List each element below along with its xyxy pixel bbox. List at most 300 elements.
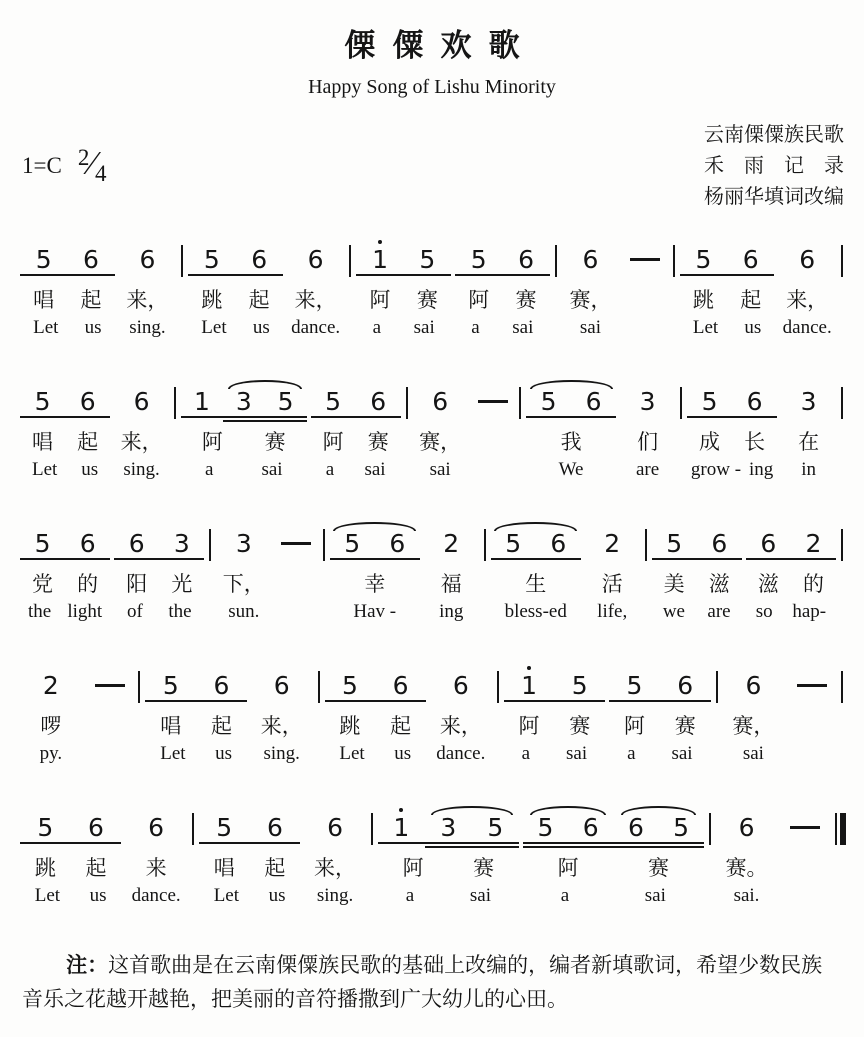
- note-digit: 6: [273, 671, 290, 701]
- notes-row: [216, 523, 271, 565]
- note: [393, 813, 410, 843]
- en-lyrics-row: [199, 885, 300, 911]
- note: [604, 529, 621, 559]
- cn-lyrics-row: [585, 565, 640, 601]
- note: [627, 813, 644, 843]
- cn-lyric: 的: [802, 572, 824, 597]
- en-lyric: sai.: [733, 885, 760, 907]
- note-unit: [583, 523, 642, 627]
- score-system: [18, 807, 846, 911]
- beam-line: [652, 558, 742, 560]
- note: [325, 387, 342, 417]
- cn-lyric: 起: [264, 856, 286, 881]
- notes-row: [330, 523, 420, 565]
- note-unit: [524, 381, 618, 485]
- note-unit: [428, 665, 494, 769]
- en-lyric: in: [801, 459, 816, 481]
- cn-lyric: 阿: [201, 430, 223, 455]
- note-digit: 1: [393, 813, 410, 843]
- en-lyrics-row: [188, 317, 283, 343]
- note: [805, 529, 822, 559]
- notes-row: [778, 239, 836, 281]
- en-lyrics-row: [455, 317, 550, 343]
- en-lyrics-row: [251, 743, 313, 769]
- en-lyric: hap-: [792, 601, 827, 623]
- barline: [841, 387, 843, 419]
- notes-row: [20, 239, 115, 281]
- en-lyric: py.: [39, 743, 63, 765]
- en-lyric: us: [744, 317, 762, 339]
- en-lyrics-row: [413, 459, 468, 485]
- cn-lyric: 幸: [364, 572, 386, 597]
- note-unit: [560, 239, 622, 343]
- en-lyric: a: [325, 459, 335, 481]
- cn-lyrics-row: [687, 423, 777, 459]
- cn-lyrics-row: [562, 281, 620, 317]
- note: [139, 245, 156, 275]
- note: [307, 245, 324, 275]
- barline: [138, 671, 140, 703]
- note: [88, 813, 104, 843]
- cn-lyric: 起: [211, 714, 232, 739]
- cn-lyric: 阿: [623, 714, 645, 739]
- note: [742, 245, 759, 275]
- cn-lyric: 福: [440, 572, 462, 597]
- beam-line: [526, 416, 616, 418]
- barline: [406, 387, 408, 419]
- note-unit: [744, 523, 838, 627]
- note: [327, 813, 343, 843]
- note: [582, 813, 599, 843]
- note: [148, 813, 165, 843]
- en-lyric: dance.: [291, 317, 341, 339]
- note-unit: [302, 807, 368, 911]
- note: [370, 387, 387, 417]
- en-lyric: sai: [566, 743, 588, 765]
- cn-lyrics-row: [311, 423, 401, 459]
- notes-row: [413, 381, 468, 423]
- cn-lyrics-row: [523, 849, 704, 885]
- cn-lyrics-row: [125, 849, 187, 885]
- notes-row: [20, 381, 110, 423]
- en-lyrics-row: [181, 459, 307, 485]
- en-lyric: the: [168, 601, 192, 623]
- en-lyrics-row: [114, 601, 204, 627]
- note-digit: 5: [203, 245, 220, 275]
- notes-row: [181, 381, 307, 423]
- barline: [680, 387, 682, 419]
- cn-lyric: 赛: [367, 430, 389, 455]
- note: [585, 387, 602, 417]
- en-lyric: sai: [429, 459, 451, 481]
- notes-row: [424, 523, 479, 565]
- note: [34, 387, 51, 417]
- beam-line: [491, 558, 581, 560]
- en-lyric: sai: [413, 317, 435, 339]
- en-lyrics-row: [585, 601, 640, 627]
- beam-line: [680, 274, 775, 276]
- en-lyric: ing: [748, 459, 774, 481]
- note-digit: 6: [79, 387, 96, 417]
- duration-dash: [790, 826, 820, 829]
- barline: [484, 529, 486, 561]
- cn-lyric: 来: [145, 856, 167, 881]
- en-lyrics-row: [623, 317, 668, 343]
- notes-row: [287, 239, 345, 281]
- beam-line: [188, 274, 283, 276]
- cn-lyric: 党: [32, 572, 54, 597]
- en-lyric: so: [755, 601, 773, 623]
- note-digit: 5: [701, 387, 718, 417]
- cn-lyrics-row: [455, 281, 550, 317]
- note-unit: [354, 239, 453, 343]
- note-digit: 6: [742, 245, 759, 275]
- beam-line: [455, 274, 550, 276]
- en-lyric: a: [471, 317, 480, 339]
- en-lyric: us: [394, 743, 412, 765]
- cn-lyrics-row: [199, 849, 300, 885]
- note-digit: 5: [666, 529, 683, 559]
- cn-lyrics-row: [181, 423, 307, 459]
- cn-lyric: 我: [560, 430, 582, 455]
- note-digit: 6: [760, 529, 777, 559]
- note: [133, 387, 150, 417]
- cn-lyrics-row: [145, 707, 246, 743]
- cn-lyric: 起: [740, 288, 762, 313]
- note-digit: 5: [34, 529, 51, 559]
- en-lyrics-row: [20, 459, 110, 485]
- note-digit: 6: [550, 529, 567, 559]
- note-digit: 6: [389, 529, 406, 559]
- song-title-en: Happy Song of Lishu Minority: [308, 76, 556, 99]
- barline: [841, 245, 843, 277]
- en-lyrics-row: [723, 743, 785, 769]
- en-lyrics-row: [20, 317, 115, 343]
- note-digit: 6: [799, 245, 816, 275]
- note-unit: [117, 239, 179, 343]
- notes-row: [119, 239, 177, 281]
- duration-dash: [281, 542, 311, 545]
- cn-lyrics-row: [526, 423, 616, 459]
- note: [673, 813, 690, 843]
- beam-line: [181, 416, 307, 418]
- notes-row: [311, 381, 401, 423]
- cn-lyrics-row: [287, 281, 345, 317]
- cn-lyrics-row: [504, 707, 605, 743]
- en-lyric: bless-ed: [504, 601, 567, 623]
- beam-line: [325, 700, 426, 702]
- note-digit: 5: [626, 671, 643, 701]
- note-digit: 6: [746, 387, 763, 417]
- note: [216, 813, 233, 843]
- en-lyrics-row: [652, 601, 742, 627]
- en-lyric: Let: [201, 317, 227, 339]
- en-lyric: us: [81, 459, 99, 481]
- note-unit: [714, 807, 780, 911]
- cn-lyrics-row: [114, 423, 169, 459]
- en-lyrics-row: [430, 743, 492, 769]
- beam-line: [20, 842, 121, 844]
- cn-lyric: 起: [80, 288, 102, 313]
- note-unit: [18, 807, 123, 911]
- en-lyrics-row: [526, 459, 616, 485]
- notes-row: [356, 239, 451, 281]
- note: [389, 529, 406, 559]
- footnote-label: 注：: [66, 953, 109, 978]
- en-lyrics-row: [609, 743, 710, 769]
- en-lyrics-row: [275, 601, 317, 627]
- cn-lyrics-row: [304, 849, 366, 885]
- notes-row: [472, 381, 514, 423]
- en-lyric: sai: [644, 885, 666, 907]
- high-octave-dot: [378, 240, 382, 244]
- cn-lyric: 美: [663, 572, 685, 597]
- note-digit: 6: [711, 529, 728, 559]
- en-lyrics-row: [746, 601, 836, 627]
- note-digit: 6: [392, 671, 409, 701]
- footnote: [18, 949, 846, 1016]
- cn-lyric: 起: [85, 856, 107, 881]
- cn-lyric: 下，: [222, 572, 265, 597]
- en-lyrics-row: [114, 459, 169, 485]
- cn-lyrics-row: [652, 565, 742, 601]
- notes-row: [20, 807, 121, 849]
- note-digit: 6: [148, 813, 165, 843]
- note-digit: 6: [582, 813, 599, 843]
- cn-lyric: 赛，: [732, 714, 775, 739]
- cn-lyrics-row: [623, 281, 668, 317]
- note: [701, 387, 718, 417]
- note-unit: [502, 665, 607, 769]
- en-lyric: a: [372, 317, 382, 339]
- en-lyrics-row: [304, 885, 366, 911]
- en-lyric: dance.: [782, 317, 832, 339]
- note-digit: 5: [537, 813, 554, 843]
- note: [79, 387, 96, 417]
- en-lyrics-row: [145, 743, 246, 769]
- note-digit: 2: [443, 529, 460, 559]
- en-lyric: of: [126, 601, 143, 623]
- cn-lyric: 长: [744, 430, 766, 455]
- en-lyric: Let: [160, 743, 186, 765]
- note-unit: [18, 665, 84, 769]
- note-digit: 6: [83, 245, 99, 275]
- beam-line: [523, 842, 704, 844]
- notes-row: [504, 665, 605, 707]
- note-digit: 3: [800, 387, 817, 417]
- note: [266, 813, 283, 843]
- barline: [841, 671, 843, 703]
- note-unit: [618, 381, 677, 485]
- dash-unit: [779, 807, 831, 911]
- en-lyric: us: [268, 885, 286, 907]
- note-digit: 6: [307, 245, 324, 275]
- final-barline: [835, 813, 846, 845]
- en-lyric: dance.: [436, 743, 486, 765]
- en-lyric: sai: [469, 885, 492, 907]
- en-lyric: a: [627, 743, 636, 765]
- cn-lyric: 滋: [708, 572, 730, 597]
- cn-lyric: 赛，: [569, 288, 612, 313]
- note-digit: 1: [193, 387, 210, 417]
- en-lyric: Let: [692, 317, 719, 339]
- cn-lyric: 阿: [402, 856, 424, 881]
- note-unit: [18, 523, 112, 627]
- note-digit: 1: [521, 671, 537, 701]
- cn-lyric: 来，: [126, 288, 169, 313]
- duration-dash: [478, 400, 508, 403]
- cn-lyric: 来，: [260, 714, 303, 739]
- footnote-text: 这首歌曲是在云南傈僳族民歌的基础上改编的，编者新填歌词，希望少数民族音乐之花越开越艳，把美丽的音符播撒到广大幼儿的心田。: [22, 953, 823, 1011]
- credit-source: 云南傈僳族民歌: [704, 124, 844, 147]
- cn-lyrics-row: [723, 707, 785, 743]
- en-lyrics-row: [778, 317, 836, 343]
- cn-lyric: 赛: [674, 714, 696, 739]
- notes-row: [251, 665, 313, 707]
- cn-lyrics-row: [491, 565, 581, 601]
- note-digit: 6: [370, 387, 387, 417]
- notes-row: [562, 239, 620, 281]
- note: [571, 671, 588, 701]
- notes-row: [430, 665, 492, 707]
- note: [677, 671, 694, 701]
- barline: [349, 245, 351, 277]
- high-octave-dot: [399, 808, 403, 812]
- credit-transcriber: 禾 雨 记 录: [704, 155, 844, 178]
- note-digit: 5: [695, 245, 712, 275]
- en-lyrics-row: [472, 459, 514, 485]
- en-lyric: sing.: [316, 885, 354, 907]
- cn-lyrics-row: [781, 423, 836, 459]
- note: [235, 529, 252, 559]
- cn-lyric: 赛: [473, 856, 495, 881]
- en-lyric: grow -: [690, 459, 742, 481]
- en-lyric: a: [205, 459, 214, 481]
- note: [344, 529, 361, 559]
- cn-lyrics-row: [20, 707, 82, 743]
- barline: [555, 245, 557, 277]
- en-lyrics-row: [788, 743, 836, 769]
- note-unit: [112, 523, 206, 627]
- en-lyric: sai: [742, 743, 764, 765]
- beam-line: [523, 846, 704, 848]
- en-lyric: Let: [34, 885, 61, 907]
- note-digit: 3: [440, 813, 457, 843]
- duration-dash: [797, 684, 827, 687]
- barline: [371, 813, 373, 845]
- en-lyrics-row: [687, 459, 777, 485]
- note-digit: 6: [133, 387, 150, 417]
- en-lyric: are: [707, 601, 731, 623]
- cn-lyric: 唱: [32, 430, 54, 455]
- beam-line: [223, 420, 307, 422]
- en-lyric: are: [635, 459, 660, 481]
- cn-lyrics-row: [424, 565, 479, 601]
- beam-line: [356, 274, 451, 276]
- note-unit: [721, 665, 787, 769]
- en-lyric: us: [89, 885, 107, 907]
- note-unit: [18, 381, 112, 485]
- cn-lyric: 啰: [40, 714, 62, 739]
- cn-lyrics-row: [330, 565, 420, 601]
- note-unit: [249, 665, 315, 769]
- cn-lyric: 赛: [515, 288, 537, 313]
- barline: [209, 529, 211, 561]
- note: [193, 387, 210, 417]
- en-lyrics-row: [378, 885, 519, 911]
- en-lyrics-row: [523, 885, 704, 911]
- beam-line: [311, 416, 401, 418]
- cn-lyric: 赛: [264, 430, 286, 455]
- barline: [645, 529, 647, 561]
- en-lyric: We: [558, 459, 584, 481]
- notes-row: [620, 381, 675, 423]
- note-unit: [186, 239, 285, 343]
- note: [582, 245, 599, 275]
- cn-lyric: 起: [248, 288, 270, 313]
- beam-line: [330, 558, 420, 560]
- cn-lyrics-row: [119, 281, 177, 317]
- note: [799, 245, 816, 275]
- cn-lyric: 跳: [692, 288, 714, 313]
- beam-line: [425, 846, 519, 848]
- high-octave-dot: [527, 666, 531, 670]
- beam-line: [20, 558, 110, 560]
- note: [440, 813, 457, 843]
- note-digit: 5: [470, 245, 487, 275]
- note-digit: 6: [327, 813, 343, 843]
- cn-lyrics-row: [20, 565, 110, 601]
- note-unit: [776, 239, 838, 343]
- note: [79, 529, 96, 559]
- note-unit: [143, 665, 248, 769]
- notes-row: [723, 665, 785, 707]
- cn-lyric: 成: [699, 430, 721, 455]
- notes-row: [114, 381, 169, 423]
- note-digit: 5: [341, 671, 358, 701]
- notes-row: [20, 665, 82, 707]
- note: [443, 529, 460, 559]
- notes-row: [781, 381, 836, 423]
- note-digit: 6: [432, 387, 449, 417]
- note: [392, 671, 409, 701]
- credit-arranger: 杨丽华填词改编: [704, 186, 844, 209]
- en-lyrics-row: [716, 885, 778, 911]
- score-system: [18, 239, 846, 343]
- note: [738, 813, 755, 843]
- cn-lyrics-row: [680, 281, 775, 317]
- cn-lyrics-row: [781, 849, 829, 885]
- en-lyric: sun.: [228, 601, 260, 623]
- score-system: [18, 381, 846, 485]
- note: [372, 245, 388, 275]
- beam-line: [609, 700, 710, 702]
- cn-lyric: 跳: [339, 714, 361, 739]
- note-digit: 5: [571, 671, 588, 701]
- cn-lyric: 来，: [314, 856, 357, 881]
- note: [419, 245, 436, 275]
- notes-row: [125, 807, 187, 849]
- en-lyric: Hav -: [353, 601, 397, 623]
- note: [521, 671, 537, 701]
- notes-row: [680, 239, 775, 281]
- en-lyric: dance.: [131, 885, 181, 907]
- notes-row: [275, 523, 317, 565]
- en-lyrics-row: [424, 601, 479, 627]
- notes-row: [455, 239, 550, 281]
- cn-lyrics-row: [86, 707, 134, 743]
- note-unit: [214, 523, 273, 627]
